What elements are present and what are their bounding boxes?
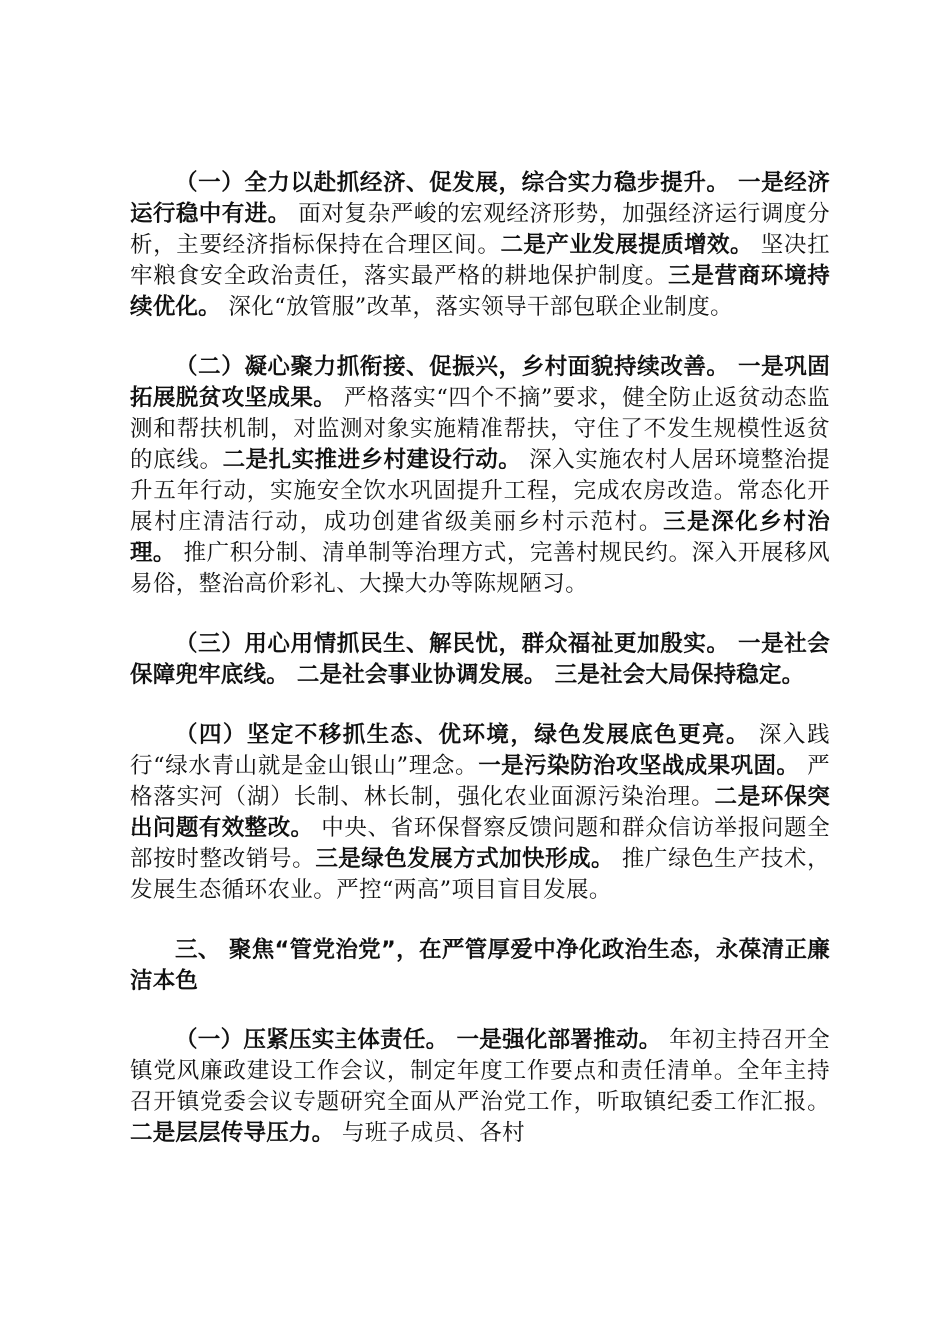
bold-run: 三是绿色发展方式加快形成。 xyxy=(315,846,614,872)
bold-run: 二是产业发展提质增效。 xyxy=(500,232,753,258)
paragraph-main-responsibility xyxy=(130,1025,830,1149)
paragraph-ecology xyxy=(130,720,830,906)
text-run: 深入践行“绿水青山就是金山银山”理念。 xyxy=(130,722,830,779)
bold-run: （四）坚定不移抓生态、优环境，绿色发展底色更亮。 xyxy=(175,722,750,748)
text-run: 深入实施农村人居环境整治提升五年行动，实施安全饮水巩固提升工程，完成农房改造。常态化开展村庄清洁行动，成功创建省级美丽乡村示范村。 xyxy=(130,447,830,535)
bold-run: 二是环保突出问题有效整改。 xyxy=(130,784,830,841)
bold-run: （一）全力以赴抓经济、促发展，综合实力稳步提升。 一是经济运行稳中有进。 xyxy=(130,170,830,227)
bold-run: 一是污染防治攻坚战成果巩固。 xyxy=(478,753,800,779)
bold-run: 三是深化乡村治理。 xyxy=(130,509,830,566)
text-run: 严格落实河（湖）长制、林长制，强化农业面源污染治理。 xyxy=(130,753,831,810)
paragraph-livelihood xyxy=(130,629,830,691)
text-run: 坚决扛牢粮食安全政治责任，落实最严格的耕地保护制度。 xyxy=(130,232,830,289)
paragraph-economy xyxy=(130,168,830,323)
bold-run: 二是层层传导压力。 xyxy=(130,1120,335,1146)
text-run: 严格落实“四个不摘”要求，健全防止返贫动态监测和帮扶机制，对监测对象实施精准帮扶，守住了不发生规模性返贫的底线。 xyxy=(130,385,830,473)
bold-run: （三）用心用情抓民生、解民忧，群众福祉更加殷实。 一是社会保障兜牢底线。 二是社会事业协调发展。 三是社会大局保持稳定。 xyxy=(130,631,830,688)
bold-run: 二是扎实推进乡村建设行动。 xyxy=(222,447,522,473)
text-run: 与班子成员、各村 xyxy=(334,1120,526,1146)
text-run: 深化“放管服”改革，落实领导干部包联企业制度。 xyxy=(220,294,734,320)
text-run: 推广积分制、清单制等治理方式，完善村规民约。深入开展移风易俗，整治高价彩礼、大操大办等陈规陋习。 xyxy=(130,540,830,597)
text-run: 年初主持召开全镇党风廉政建设工作会议，制定年度工作要点和责任清单。全年主持召开镇党委会议专题研究全面从严治党工作，听取镇纪委工作汇报。 xyxy=(130,1027,830,1115)
document-page xyxy=(130,168,830,1178)
text-run: 面对复杂严峻的宏观经济形势，加强经济运行调度分析，主要经济指标保持在合理区间。 xyxy=(130,201,830,258)
text-run: 中央、省环保督察反馈问题和群众信访举报问题全部按时整改销号。 xyxy=(130,815,830,872)
bold-run: （二）凝心聚力抓衔接、促振兴，乡村面貌持续改善。 一是巩固拓展脱贫攻坚成果。 xyxy=(130,354,830,411)
bold-run: 三是营商环境持续优化。 xyxy=(130,263,831,320)
paragraph-rural-revitalization xyxy=(130,352,830,600)
text-run: 推广绿色生产技术，发展生态循环农业。严控“两高”项目盲目发展。 xyxy=(130,846,830,903)
bold-run: 三、 聚焦“管党治党”，在严管厚爱中净化政治生态，永葆清正廉洁本色 xyxy=(130,937,830,994)
bold-run: （一）压紧压实主体责任。 一是强化部署推动。 xyxy=(175,1027,662,1053)
section-heading-three xyxy=(130,935,830,997)
